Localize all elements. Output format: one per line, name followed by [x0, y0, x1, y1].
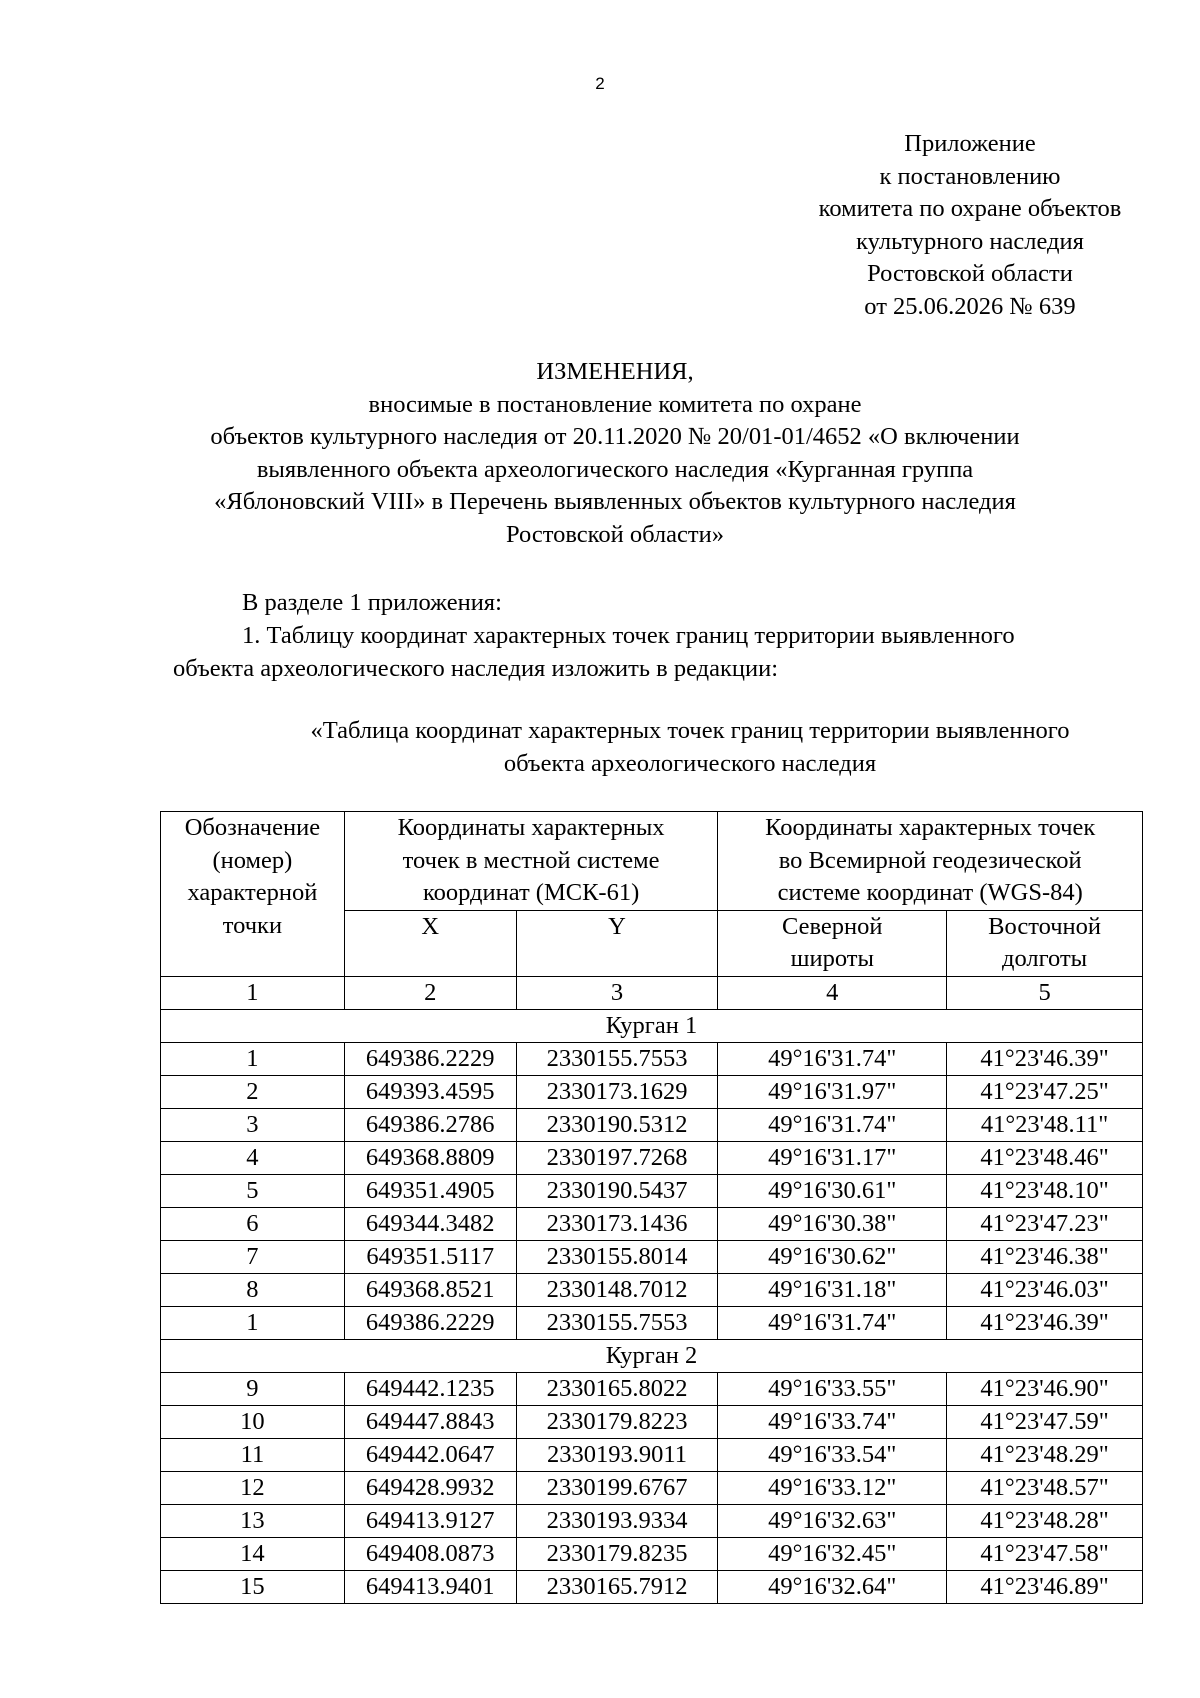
east-longitude: 41°23'46.39" [947, 1042, 1143, 1075]
coord-x: 649413.9127 [344, 1504, 516, 1537]
point-number: 12 [161, 1471, 345, 1504]
north-latitude: 49°16'31.97" [718, 1075, 947, 1108]
coord-y: 2330173.1629 [516, 1075, 718, 1108]
appendix-line: культурного наследия [856, 227, 1084, 255]
coord-x: 649428.9932 [344, 1471, 516, 1504]
east-longitude: 41°23'48.29" [947, 1438, 1143, 1471]
east-longitude: 41°23'48.28" [947, 1504, 1143, 1537]
north-latitude: 49°16'31.74" [718, 1108, 947, 1141]
group-row [161, 1339, 1143, 1372]
coord-y: 2330179.8235 [516, 1537, 718, 1570]
north-latitude: 49°16'32.45" [718, 1537, 947, 1570]
appendix-line: Приложение [904, 130, 1036, 157]
subtitle-line: «Яблоновский VIII» в Перечень выявленных объектов культурного наследия [214, 488, 1016, 515]
table-caption-line: объекта археологического наследия [503, 750, 877, 777]
point-number: 13 [161, 1504, 345, 1537]
coord-y: 2330155.7553 [516, 1042, 718, 1075]
coord-x: 649351.4905 [344, 1174, 516, 1207]
table-row [161, 1471, 1143, 1504]
table-row [161, 1504, 1143, 1537]
table-row [161, 1141, 1143, 1174]
coord-x: 649413.9401 [344, 1570, 516, 1603]
north-latitude: 49°16'30.61" [718, 1174, 947, 1207]
east-longitude: 41°23'48.10" [947, 1174, 1143, 1207]
table-row [161, 1108, 1143, 1141]
east-longitude: 41°23'48.46" [947, 1141, 1143, 1174]
page-number: 2 [595, 74, 605, 93]
coord-x: 649386.2229 [344, 1306, 516, 1339]
coord-x: 649368.8809 [344, 1141, 516, 1174]
table-row [161, 1075, 1143, 1108]
appendix-line: Ростовской области [867, 260, 1073, 287]
coord-x: 649386.2786 [344, 1108, 516, 1141]
header-east-longitude: Восточной долготы [947, 910, 1143, 976]
header-x: X [344, 910, 516, 976]
north-latitude: 49°16'32.64" [718, 1570, 947, 1603]
table-row [161, 1207, 1143, 1240]
north-latitude: 49°16'31.74" [718, 1306, 947, 1339]
point-number: 6 [161, 1207, 345, 1240]
north-latitude: 49°16'31.74" [718, 1042, 947, 1075]
header-wgs-coordinates: Координаты характерных точек во Всемирной геодезической системе координат (WGS-84) [718, 812, 1143, 911]
coord-x: 649351.5117 [344, 1240, 516, 1273]
north-latitude: 49°16'33.55" [718, 1372, 947, 1405]
table-row [161, 1372, 1143, 1405]
table-row [161, 1306, 1143, 1339]
group-name: Курган 2 [161, 1339, 1143, 1372]
appendix-line: к постановлению [879, 162, 1061, 190]
coord-y: 2330148.7012 [516, 1273, 718, 1306]
table-row [161, 1570, 1143, 1603]
coord-y: 2330197.7268 [516, 1141, 718, 1174]
coord-x: 649386.2229 [344, 1042, 516, 1075]
east-longitude: 41°23'48.57" [947, 1471, 1143, 1504]
coord-y: 2330155.8014 [516, 1240, 718, 1273]
north-latitude: 49°16'33.12" [718, 1471, 947, 1504]
section-line: В разделе 1 приложения: [242, 589, 502, 616]
table-row [161, 1405, 1143, 1438]
table-row [161, 1174, 1143, 1207]
coord-y: 2330199.6767 [516, 1471, 718, 1504]
north-latitude: 49°16'33.54" [718, 1438, 947, 1471]
east-longitude: 41°23'46.38" [947, 1240, 1143, 1273]
header-y: Y [516, 910, 718, 976]
point-number: 3 [161, 1108, 345, 1141]
item-line: 1. Таблицу координат характерных точек границ территории выявленного [242, 622, 1015, 649]
coord-x: 649447.8843 [344, 1405, 516, 1438]
appendix-block [770, 128, 1170, 323]
subtitle-line: выявленного объекта археологического наследия «Курганная группа [256, 455, 974, 483]
point-number: 8 [161, 1273, 345, 1306]
column-number: 1 [161, 976, 345, 1009]
north-latitude: 49°16'33.74" [718, 1405, 947, 1438]
coord-y: 2330165.7912 [516, 1570, 718, 1603]
coord-y: 2330190.5437 [516, 1174, 718, 1207]
east-longitude: 41°23'46.90" [947, 1372, 1143, 1405]
east-longitude: 41°23'46.39" [947, 1306, 1143, 1339]
point-number: 9 [161, 1372, 345, 1405]
column-number: 4 [718, 976, 947, 1009]
subtitle-line: Ростовской области» [506, 520, 724, 548]
north-latitude: 49°16'30.38" [718, 1207, 947, 1240]
subtitle-line: объектов культурного наследия от 20.11.2020 № 20/01-01/4652 «О включении [210, 423, 1020, 450]
point-number: 14 [161, 1537, 345, 1570]
table-row [161, 1438, 1143, 1471]
column-number-row [161, 976, 1143, 1009]
group-row [161, 1009, 1143, 1042]
point-number: 4 [161, 1141, 345, 1174]
coord-x: 649368.8521 [344, 1273, 516, 1306]
column-number: 2 [344, 976, 516, 1009]
point-number: 2 [161, 1075, 345, 1108]
coord-y: 2330179.8223 [516, 1405, 718, 1438]
coordinates-table [160, 811, 1143, 1604]
north-latitude: 49°16'30.62" [718, 1240, 947, 1273]
subtitle-line: вносимые в постановление комитета по охране [368, 390, 862, 418]
appendix-date-number: от 25.06.2026 № 639 [864, 292, 1076, 320]
coord-x: 649408.0873 [344, 1537, 516, 1570]
point-number: 1 [161, 1042, 345, 1075]
north-latitude: 49°16'32.63" [718, 1504, 947, 1537]
point-number: 15 [161, 1570, 345, 1603]
coord-y: 2330165.8022 [516, 1372, 718, 1405]
header-local-coordinates: Координаты характерных точек в местной системе координат (МСК-61) [344, 812, 718, 911]
east-longitude: 41°23'47.23" [947, 1207, 1143, 1240]
east-longitude: 41°23'48.11" [947, 1108, 1143, 1141]
coord-y: 2330193.9011 [516, 1438, 718, 1471]
east-longitude: 41°23'47.25" [947, 1075, 1143, 1108]
table-row [161, 1240, 1143, 1273]
east-longitude: 41°23'46.03" [947, 1273, 1143, 1306]
column-number: 3 [516, 976, 718, 1009]
point-number: 1 [161, 1306, 345, 1339]
north-latitude: 49°16'31.18" [718, 1273, 947, 1306]
point-number: 10 [161, 1405, 345, 1438]
header-north-latitude: Северной широты [718, 910, 947, 976]
coord-x: 649393.4595 [344, 1075, 516, 1108]
table-row [161, 1042, 1143, 1075]
group-name: Курган 1 [161, 1009, 1143, 1042]
document-title: ИЗМЕНЕНИЯ, [536, 358, 694, 385]
document-heading [150, 356, 1080, 551]
table-caption-line: «Таблица координат характерных точек границ территории выявленного [310, 717, 1070, 744]
coord-y: 2330155.7553 [516, 1306, 718, 1339]
appendix-line: комитета по охране объектов [818, 195, 1122, 222]
coord-y: 2330190.5312 [516, 1108, 718, 1141]
coord-x: 649442.0647 [344, 1438, 516, 1471]
east-longitude: 41°23'47.59" [947, 1405, 1143, 1438]
table-row [161, 1273, 1143, 1306]
table-header-row [161, 812, 1143, 911]
point-number: 11 [161, 1438, 345, 1471]
east-longitude: 41°23'47.58" [947, 1537, 1143, 1570]
north-latitude: 49°16'31.17" [718, 1141, 947, 1174]
point-number: 5 [161, 1174, 345, 1207]
coord-y: 2330193.9334 [516, 1504, 718, 1537]
coord-x: 649344.3482 [344, 1207, 516, 1240]
coord-y: 2330173.1436 [516, 1207, 718, 1240]
table-caption [240, 714, 1140, 780]
coord-x: 649442.1235 [344, 1372, 516, 1405]
column-number: 5 [947, 976, 1143, 1009]
body-paragraph [173, 586, 1151, 685]
header-point-designation: Обозначение (номер) характерной точки [161, 812, 345, 977]
point-number: 7 [161, 1240, 345, 1273]
east-longitude: 41°23'46.89" [947, 1570, 1143, 1603]
table-row [161, 1537, 1143, 1570]
item-line: объекта археологического наследия изложить в редакции: [173, 655, 779, 682]
